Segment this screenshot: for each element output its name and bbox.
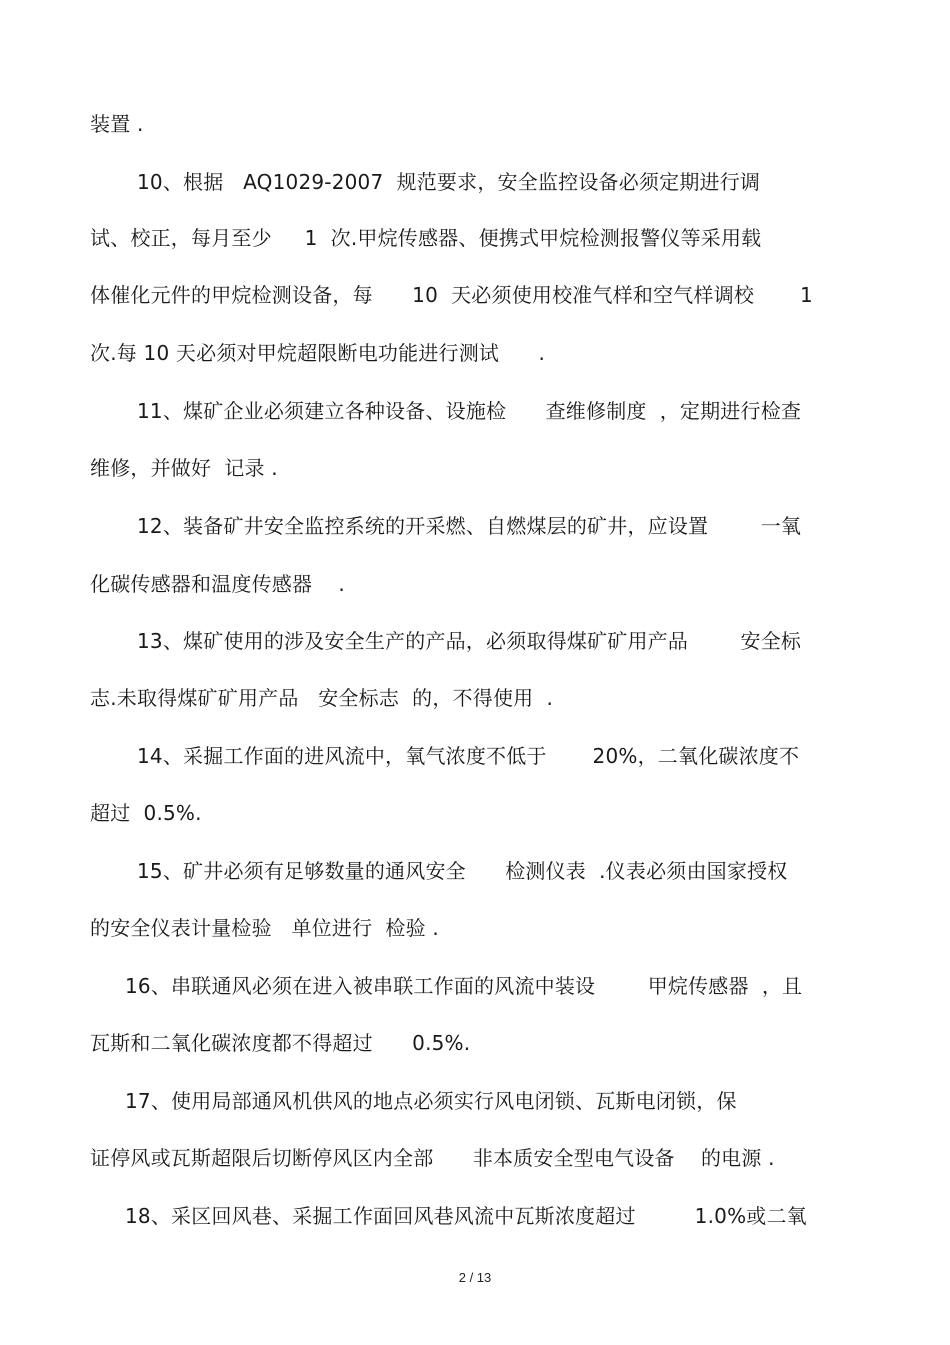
text-line: 17、使用局部通风机供风的地点必须实行风电闭锁、瓦斯电闭锁，保: [125, 1089, 737, 1113]
text-line: 12、装备矿井安全监控系统的开采燃、自燃煤层的矿井，应设置 一氧: [137, 514, 802, 538]
text-line: 瓦斯和二氧化碳浓度都不得超过 0.5%.: [90, 1031, 471, 1055]
text-line: 13、煤矿使用的涉及安全生产的产品，必须取得煤矿矿用产品 安全标: [137, 629, 802, 653]
text-line: 化碳传感器和温度传感器 .: [90, 572, 345, 596]
text-line: 10、根据 AQ1029-2007 规范要求，安全监控设备必须定期进行调: [137, 170, 761, 194]
text-line: 14、采掘工作面的进风流中，氧气浓度不低于 20%，二氧化碳浓度不: [137, 744, 800, 768]
text-line: 15、矿井必须有足够数量的通风安全 检测仪表 .仪表必须由国家授权: [137, 859, 788, 883]
text-line: 超过 0.5%.: [90, 801, 202, 825]
text-line: 18、采区回风巷、采掘工作面回风巷风流中瓦斯浓度超过 1.0%或二氧: [125, 1204, 807, 1228]
text-line: 11、煤矿企业必须建立各种设备、设施检 查维修制度 ，定期进行检查: [137, 399, 802, 423]
text-line: 次.每 10 天必须对甲烷超限断电功能进行测试 .: [90, 341, 546, 365]
text-line: 维修，并做好 记录 .: [90, 456, 278, 480]
text-line: 试、校正，每月至少 1 次.甲烷传感器、便携式甲烷检测报警仪等采用载: [90, 226, 762, 250]
text-line: 16、串联通风必须在进入被串联工作面的风流中装设 甲烷传感器 ，且: [125, 974, 803, 998]
text-line: 的安全仪表计量检验 单位进行 检验 .: [90, 916, 439, 940]
text-line: 证停风或瓦斯超限后切断停风区内全部 非本质安全型电气设备 的电源 .: [90, 1146, 775, 1170]
text-line: 装置 .: [90, 112, 144, 136]
page-number: 2 / 13: [458, 1270, 492, 1285]
text-line: 体催化元件的甲烷检测设备，每 10 天必须使用校准气样和空气样调校 1: [90, 283, 813, 307]
text-line: 志.未取得煤矿矿用产品 安全标志 的，不得使用 .: [90, 686, 554, 710]
